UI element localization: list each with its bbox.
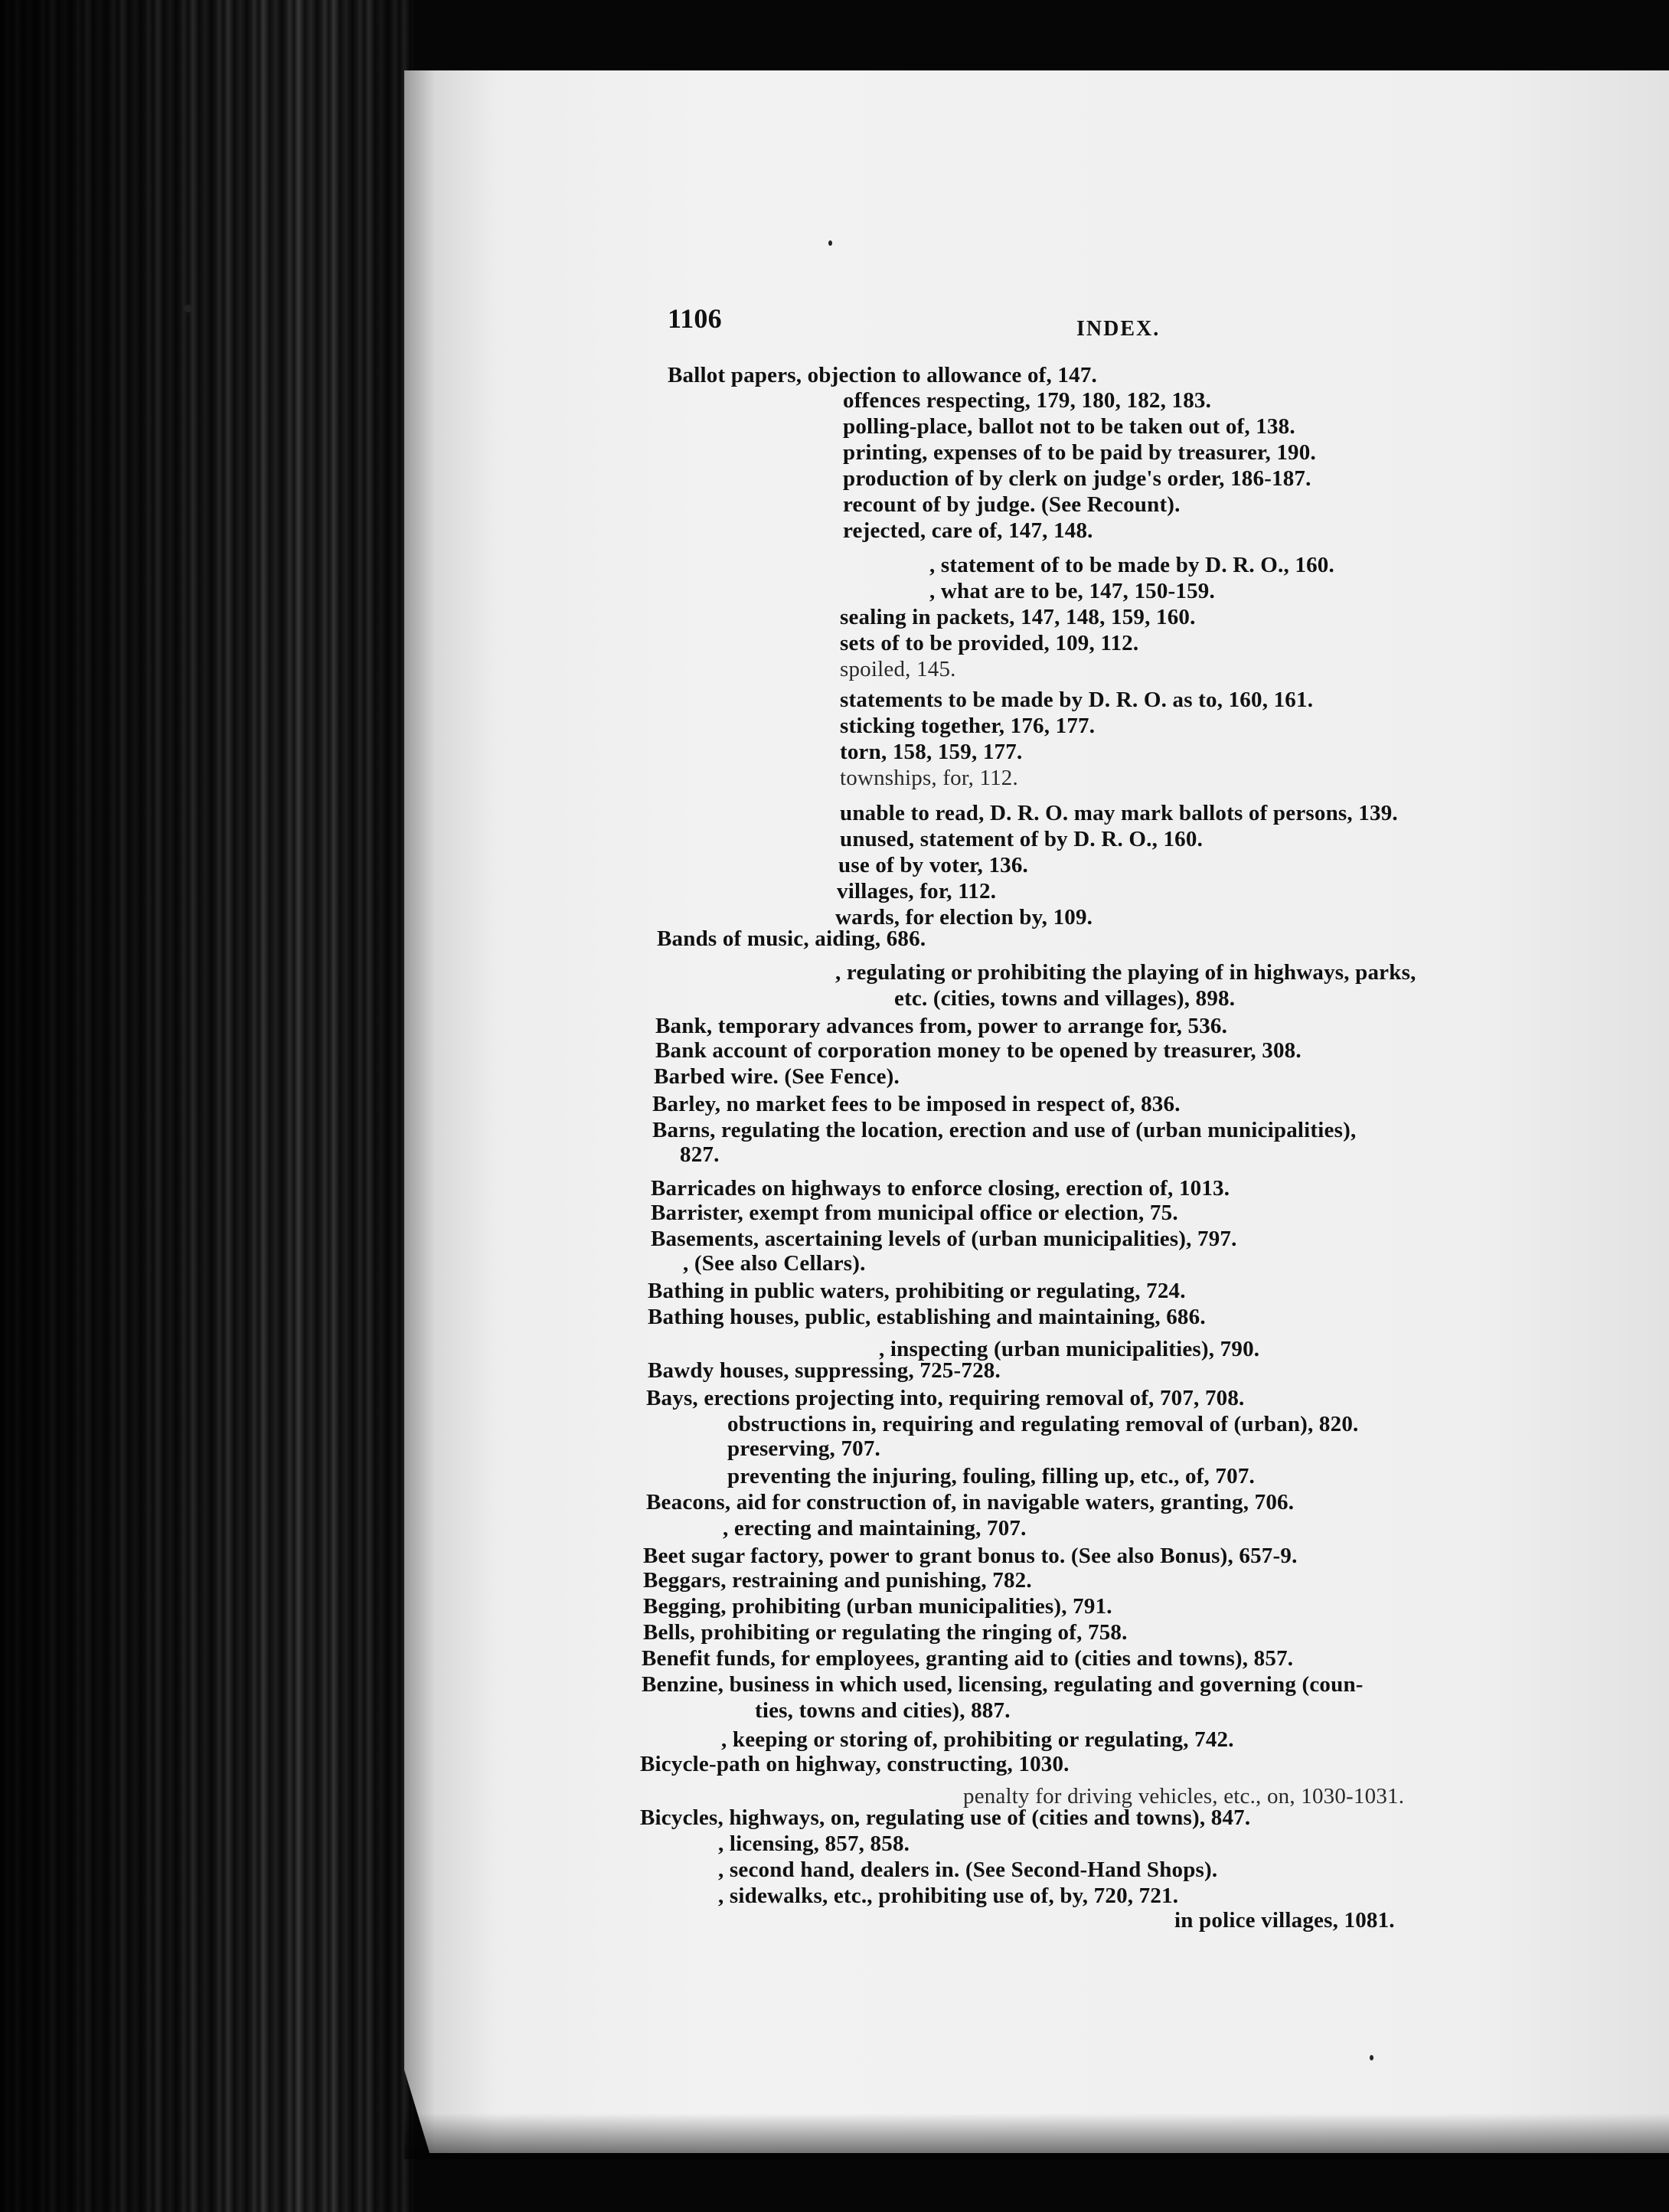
index-entry: offences respecting, 179, 180, 182, 183.: [843, 388, 1212, 413]
index-entry: Bays, erections projecting into, requiring removal of, 707, 708.: [646, 1386, 1245, 1410]
index-entry: sets of to be provided, 109, 112.: [840, 631, 1139, 655]
scan-speck: [1370, 2055, 1373, 2060]
index-entry: preventing the injuring, fouling, filling up, etc., of, 707.: [727, 1464, 1255, 1488]
index-entry: sticking together, 176, 177.: [840, 714, 1096, 738]
index-entry: , keeping or storing of, prohibiting or regulating, 742.: [721, 1727, 1234, 1752]
index-entry: printing, expenses of to be paid by treasurer, 190.: [843, 440, 1316, 465]
index-entry: preserving, 707.: [727, 1436, 881, 1461]
index-entry: Beet sugar factory, power to grant bonus to. (See also Bonus), 657-9.: [643, 1544, 1298, 1568]
index-entry: 827.: [680, 1142, 720, 1167]
index-entry: Bicycle-path on highway, constructing, 1030.: [640, 1752, 1070, 1776]
index-entry: wards, for election by, 109.: [835, 905, 1093, 930]
index-entry: Bells, prohibiting or regulating the ringing of, 758.: [643, 1620, 1128, 1645]
index-entry: polling-place, ballot not to be taken out of, 138.: [843, 414, 1295, 439]
index-entry: penalty for driving vehicles, etc., on, 1030-1031.: [963, 1784, 1405, 1808]
index-entry: production of by clerk on judge's order, 186-187.: [843, 466, 1311, 491]
index-entry: , licensing, 857, 858.: [718, 1831, 910, 1856]
index-entry: Benefit funds, for employees, granting aid to (cities and towns), 857.: [642, 1646, 1294, 1671]
index-entry: Benzine, business in which used, licensing, regulating and governing (coun-: [642, 1672, 1364, 1697]
index-entry: Barns, regulating the location, erection and use of (urban municipalities),: [652, 1118, 1357, 1142]
index-entry: Basements, ascertaining levels of (urban municipalities), 797.: [651, 1227, 1237, 1251]
index-entry: townships, for, 112.: [840, 766, 1018, 790]
index-entry: Bicycles, highways, on, regulating use of (cities and towns), 847.: [640, 1805, 1251, 1830]
index-entry: use of by voter, 136.: [838, 853, 1029, 877]
index-entry: obstructions in, requiring and regulating removal of (urban), 820.: [727, 1412, 1359, 1436]
index-entry: Ballot papers, objection to allowance of, 147.: [668, 363, 1097, 387]
index-entry: sealing in packets, 147, 148, 159, 160.: [840, 605, 1196, 629]
page-bottom-shadow: [404, 2113, 1669, 2159]
index-entry: , regulating or prohibiting the playing of in highways, parks,: [835, 960, 1416, 985]
index-entry: Bathing in public waters, prohibiting or regulating, 724.: [648, 1279, 1186, 1303]
index-entry: Barley, no market fees to be imposed in respect of, 836.: [652, 1092, 1181, 1116]
index-entry: rejected, care of, 147, 148.: [843, 518, 1093, 543]
scan-speck: [828, 240, 832, 246]
index-entry: , what are to be, 147, 150-159.: [929, 579, 1215, 603]
index-entry: Bawdy houses, suppressing, 725-728.: [648, 1358, 1001, 1383]
running-head: INDEX.: [1076, 317, 1161, 341]
index-entry: villages, for, 112.: [837, 879, 997, 903]
index-entry: , (See also Cellars).: [683, 1251, 866, 1276]
index-entry: Bands of music, aiding, 686.: [657, 926, 926, 951]
index-entry: in police villages, 1081.: [1174, 1908, 1395, 1933]
index-entry: etc. (cities, towns and villages), 898.: [894, 986, 1236, 1011]
index-entry: Beacons, aid for construction of, in navigable waters, granting, 706.: [646, 1490, 1295, 1514]
scan-speck: [184, 305, 193, 312]
index-entry: Beggars, restraining and punishing, 782.: [643, 1568, 1032, 1593]
index-entry: Begging, prohibiting (urban municipalities), 791.: [643, 1594, 1112, 1619]
index-entry: , sidewalks, etc., prohibiting use of, by, 720, 721.: [718, 1884, 1179, 1908]
index-entry: Bank, temporary advances from, power to arrange for, 536.: [655, 1014, 1228, 1038]
spine-shadow: [0, 0, 413, 2212]
index-entry: recount of by judge. (See Recount).: [843, 492, 1181, 517]
index-entry: statements to be made by D. R. O. as to, 160, 161.: [840, 688, 1314, 712]
index-entry: , second hand, dealers in. (See Second-Hand Shops).: [718, 1857, 1218, 1882]
index-entry: , inspecting (urban municipalities), 790.: [879, 1337, 1260, 1361]
index-entry: spoiled, 145.: [840, 657, 956, 681]
index-entry: unable to read, D. R. O. may mark ballots of persons, 139.: [840, 801, 1398, 825]
index-entry: Bathing houses, public, establishing and maintaining, 686.: [648, 1305, 1206, 1329]
index-entry: Barbed wire. (See Fence).: [654, 1064, 900, 1089]
index-entry: , statement of to be made by D. R. O., 160.: [929, 553, 1334, 577]
page-number: 1106: [668, 303, 722, 334]
index-entry: unused, statement of by D. R. O., 160.: [840, 827, 1204, 851]
index-entry: torn, 158, 159, 177.: [840, 740, 1023, 764]
index-entry: Bank account of corporation money to be opened by treasurer, 308.: [655, 1038, 1302, 1063]
index-entry: , erecting and maintaining, 707.: [723, 1516, 1027, 1541]
index-entry: Barricades on highways to enforce closing, erection of, 1013.: [651, 1176, 1230, 1201]
index-entry: ties, towns and cities), 887.: [755, 1698, 1011, 1723]
index-entry: Barrister, exempt from municipal office or election, 75.: [651, 1201, 1178, 1225]
